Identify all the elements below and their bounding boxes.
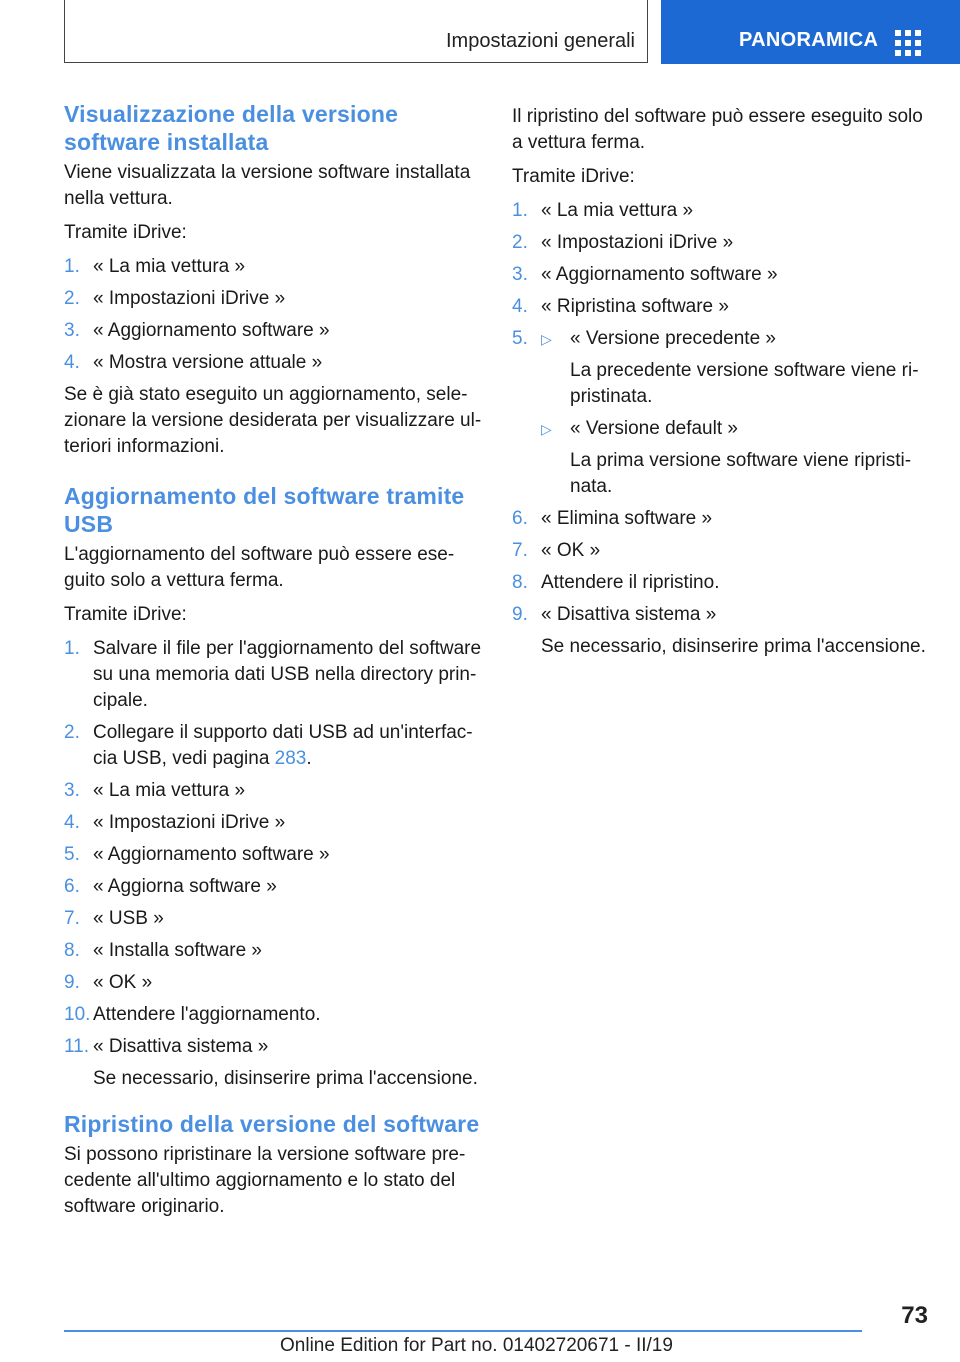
step-text: « Aggiornamento software » bbox=[93, 844, 330, 865]
step-note: Se necessario, disinserire prima l'accensione. bbox=[541, 636, 926, 657]
step-number: 9. bbox=[512, 604, 528, 625]
option-description: La prima versione software viene ripristi- nata. bbox=[570, 450, 912, 497]
option-item bbox=[541, 416, 930, 500]
step-text: Collegare il supporto dati USB ad un'interfac- cia USB, vedi pagina bbox=[93, 722, 473, 769]
step-number: 1. bbox=[512, 200, 528, 221]
step-text: « Aggiornamento software » bbox=[541, 264, 778, 285]
step-number: 1. bbox=[64, 638, 80, 659]
heading-restore-version: Ripristino della versione del software bbox=[64, 1111, 480, 1137]
step-text: « Disattiva sistema » bbox=[93, 1036, 269, 1057]
option-item bbox=[541, 326, 930, 410]
panoramica-tab-label: PANORAMICA bbox=[739, 29, 879, 51]
step-number: 2. bbox=[64, 722, 80, 743]
list-item bbox=[64, 938, 482, 964]
paragraph: Tramite iDrive: bbox=[512, 166, 635, 187]
section-title: Impostazioni generali bbox=[446, 30, 635, 52]
step-number: 8. bbox=[64, 940, 80, 961]
list-item bbox=[64, 810, 482, 836]
page-number: 73 bbox=[901, 1302, 928, 1329]
paragraph: Viene visualizzata la versione software installata nella vettura. bbox=[64, 162, 471, 209]
list-item bbox=[64, 720, 482, 772]
list-item bbox=[64, 350, 482, 376]
steps-list bbox=[64, 636, 482, 772]
step-number: 4. bbox=[512, 296, 528, 317]
step-text: « OK » bbox=[541, 540, 601, 561]
page-link[interactable]: 283 bbox=[274, 748, 307, 769]
footer-divider bbox=[64, 1330, 862, 1332]
list-item bbox=[64, 970, 482, 996]
step-number: 3. bbox=[64, 780, 80, 801]
list-item bbox=[64, 778, 482, 804]
step-text: « Impostazioni iDrive » bbox=[93, 812, 286, 833]
step-number: 2. bbox=[512, 232, 528, 253]
left-column bbox=[64, 100, 482, 1220]
edition-info: Online Edition for Part no. 01402720671 - II/19 bbox=[280, 1335, 673, 1356]
triangle-bullet-icon: ▷ bbox=[541, 421, 552, 437]
step-text: « Impostazioni iDrive » bbox=[541, 232, 734, 253]
list-item bbox=[512, 570, 930, 596]
list-item bbox=[512, 506, 930, 532]
paragraph: Se è già stato eseguito un aggiornamento, sele- zionare la versione desiderata per visualizzare ul- teriori informazioni. bbox=[64, 384, 482, 457]
option-label: « Versione default » bbox=[570, 418, 738, 439]
list-item bbox=[512, 326, 930, 500]
steps-list bbox=[512, 602, 930, 660]
steps-list bbox=[512, 506, 930, 596]
step-text: Attendere il ripristino. bbox=[541, 572, 720, 593]
step-text: « Elimina software » bbox=[541, 508, 713, 529]
step-text: Attendere l'aggiornamento. bbox=[93, 1004, 321, 1025]
step-text: « OK » bbox=[93, 972, 153, 993]
step-text: « La mia vettura » bbox=[93, 780, 246, 801]
list-item bbox=[512, 230, 930, 256]
step-text: « USB » bbox=[93, 908, 164, 929]
steps-list bbox=[64, 1034, 482, 1092]
list-item bbox=[512, 198, 930, 224]
list-item bbox=[512, 538, 930, 564]
punctuation: . bbox=[306, 748, 312, 769]
step-number: 3. bbox=[512, 264, 528, 285]
step-number: 7. bbox=[512, 540, 528, 561]
step-number: 6. bbox=[64, 876, 80, 897]
step-number: 8. bbox=[512, 572, 528, 593]
step-text: « Installa software » bbox=[93, 940, 262, 961]
step-text: « Aggiornamento software » bbox=[93, 320, 330, 341]
panoramica-tab[interactable] bbox=[661, 0, 960, 64]
paragraph: Si possono ripristinare la versione software pre- cedente all'ultimo aggiornamento e lo stato del software originario. bbox=[64, 1144, 466, 1217]
step-number: 3. bbox=[64, 320, 80, 341]
list-item bbox=[64, 1034, 482, 1092]
option-label: « Versione precedente » bbox=[570, 328, 776, 349]
list-item bbox=[64, 1002, 482, 1028]
step-text: « Ripristina software » bbox=[541, 296, 729, 317]
step-number: 11. bbox=[64, 1036, 90, 1057]
paragraph: Tramite iDrive: bbox=[64, 222, 187, 243]
right-column bbox=[512, 100, 930, 666]
step-text: « Impostazioni iDrive » bbox=[93, 288, 286, 309]
step-number: 2. bbox=[64, 288, 80, 309]
step-number: 5. bbox=[64, 844, 80, 865]
paragraph: L'aggiornamento del software può essere ese- guito solo a vettura ferma. bbox=[64, 544, 455, 591]
step-text: « Mostra versione attuale » bbox=[93, 352, 323, 373]
triangle-bullet-icon: ▷ bbox=[541, 331, 552, 347]
grid-icon bbox=[895, 30, 921, 56]
steps-list bbox=[512, 326, 930, 500]
list-item bbox=[64, 906, 482, 932]
list-item bbox=[64, 842, 482, 868]
list-item bbox=[64, 286, 482, 312]
list-item bbox=[64, 636, 482, 714]
header-section-box bbox=[64, 0, 648, 63]
heading-usb-update: Aggiornamento del software tramite USB bbox=[64, 483, 465, 537]
heading-installed-version: Visualizzazione della versione software installata bbox=[64, 101, 399, 155]
step-number: 10. bbox=[64, 1004, 91, 1025]
steps-list bbox=[64, 254, 482, 376]
step-number: 5. bbox=[512, 328, 528, 349]
step-text: « La mia vettura » bbox=[541, 200, 694, 221]
step-text: Salvare il file per l'aggiornamento del software su una memoria dati USB nella directory prin- cipale. bbox=[93, 638, 482, 711]
list-item bbox=[512, 262, 930, 288]
options-list bbox=[541, 326, 930, 500]
step-number: 6. bbox=[512, 508, 528, 529]
step-text: « Aggiorna software » bbox=[93, 876, 277, 897]
step-text: « La mia vettura » bbox=[93, 256, 246, 277]
step-text: « Disattiva sistema » bbox=[541, 604, 717, 625]
steps-list bbox=[512, 198, 930, 320]
list-item bbox=[64, 874, 482, 900]
step-number: 4. bbox=[64, 352, 80, 373]
option-description: La precedente versione software viene ri- pristinata. bbox=[570, 360, 919, 407]
step-number: 4. bbox=[64, 812, 80, 833]
step-note: Se necessario, disinserire prima l'accensione. bbox=[93, 1068, 478, 1089]
list-item bbox=[64, 254, 482, 280]
step-number: 9. bbox=[64, 972, 80, 993]
paragraph: Il ripristino del software può essere eseguito solo a vettura ferma. bbox=[512, 106, 923, 153]
list-item bbox=[512, 294, 930, 320]
steps-list bbox=[64, 778, 482, 1028]
list-item bbox=[64, 318, 482, 344]
paragraph: Tramite iDrive: bbox=[64, 604, 187, 625]
step-number: 7. bbox=[64, 908, 80, 929]
step-number: 1. bbox=[64, 256, 80, 277]
list-item bbox=[512, 602, 930, 660]
